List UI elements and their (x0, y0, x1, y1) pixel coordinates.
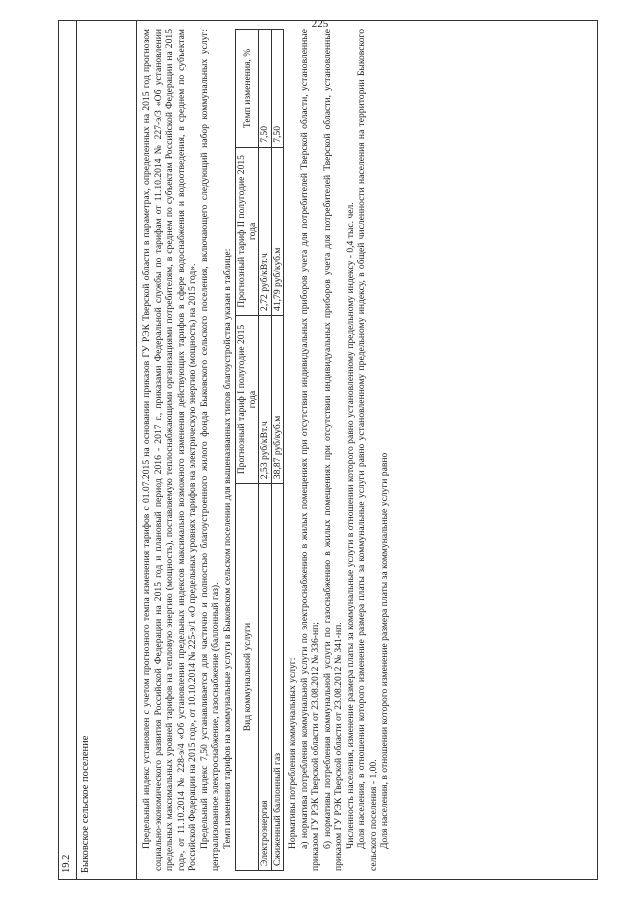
rotated-page-content (58, 20, 598, 880)
table-row-frame (58, 20, 598, 880)
page-number: 225 (311, 18, 329, 30)
cell-service: Электроэнергия (259, 484, 272, 871)
cell-tariff-h2: 2,72 руб/кВт.ч (259, 147, 272, 315)
table-header-row (236, 30, 259, 871)
tariff-table (235, 29, 284, 871)
row-number: 19.2 (59, 21, 77, 879)
paragraph: Предельный индекс установлен с учетом прогнозного темпа изменения тарифов с 01.07.2015 на основании приказов ГУ РЭК Тверской области в параметрах, определенных на 2015 год прогнозом социально-экономического развития Российской Федерации на 2015 год и плановый период 2016 - 2017 г., приказами Федеральной службы по тарифам от 11.10.2014 № 227-э/3 «Об установлении предельных максимальных уровней тарифов на тепловую энергию (мощность), поставляемую теплоснабжающими организациями потребителям, в среднем по субъектам Российской Федерации на 2015 год», от 11.10.2014 № 228-э/4 «Об установлении предельных индексов максимально возможного изменения действующих тарифов в сфере водоснабжения и водоотведения, в среднем по субъектам Российской Федерации на 2015 год», от 10.10.2014 № 225-э/1 «О предельных уровнях тарифов на электрическую энергию (мощность) на 2015 год». (141, 29, 198, 871)
table-row (271, 30, 284, 871)
paragraph: Нормативы потребления коммунальных услуг: (287, 657, 298, 849)
paragraph: б) нормативы потребления коммунальной услуги по газоснабжению в жилых помещениях при отсутствии индивидуальных приборов учета для потребителей Тверской области, установленные приказом ГУ РЭК Тверской области от 23.08.2012 № 341-нп. (321, 29, 344, 871)
cell-tariff-h2: 41,79 руб/куб.м (271, 147, 284, 315)
header-tariff-h2: Прогнозный тариф II полугодие 2015 года (236, 147, 259, 315)
paragraph: Предельный индекс 7,50 устанавливается для частично и полностью благоустроенного жилого фонда Быковского сельского поселения, включающего следующий набор коммунальных услуг: централизованное электроснабжение, газоснабжение (баллонный газ). (198, 29, 221, 871)
paragraph: Темп изменения тарифов на коммунальные услуги в Быковском сельском поселении для вышеназванных типов благоустройства указан в таблице: (221, 248, 233, 849)
table-row (259, 30, 272, 871)
header-service: Вид коммунальной услуги (236, 484, 259, 871)
paragraph: а) норматива потребления коммунальной услуги по электроснабжению в жилых помещениях при отсутствии индивидуальных приборов учета для потребителей Тверской области, установленные приказом ГУ РЭК Тверской области от 23.08.2012 № 336-нп; (298, 29, 321, 871)
paragraph: Доля населения, в отношении которого изменение размера платы за коммунальные услуги равно (379, 452, 390, 849)
paragraph: Доля населения, в отношении которого изменение размера платы за коммунальные услуги равно установленному предельному индексу, в общей численности населения на территории Быковского сельского поселения - 1,00. (356, 29, 379, 871)
header-rate: Темп изменения, % (236, 30, 259, 148)
cell-tariff-h1: 38,87 руб/куб.м (271, 315, 284, 483)
header-tariff-h1: Прогнозный тариф I полугодие 2015 года (236, 315, 259, 483)
cell-tariff-h1: 2,53 руб/кВт.ч (259, 315, 272, 483)
row-description (139, 21, 597, 879)
cell-service: Сжиженный баллонный газ (271, 484, 284, 871)
paragraph: Численность населения, изменение размера платы за коммунальные услуги в отношении которого равно установленному предельному индексу - 0,4 тыс. чел. (344, 202, 356, 849)
cell-rate: 7,50 (271, 30, 284, 148)
cell-rate: 7,50 (259, 30, 272, 148)
settlement-name: Быковское сельское поселение (77, 21, 137, 879)
